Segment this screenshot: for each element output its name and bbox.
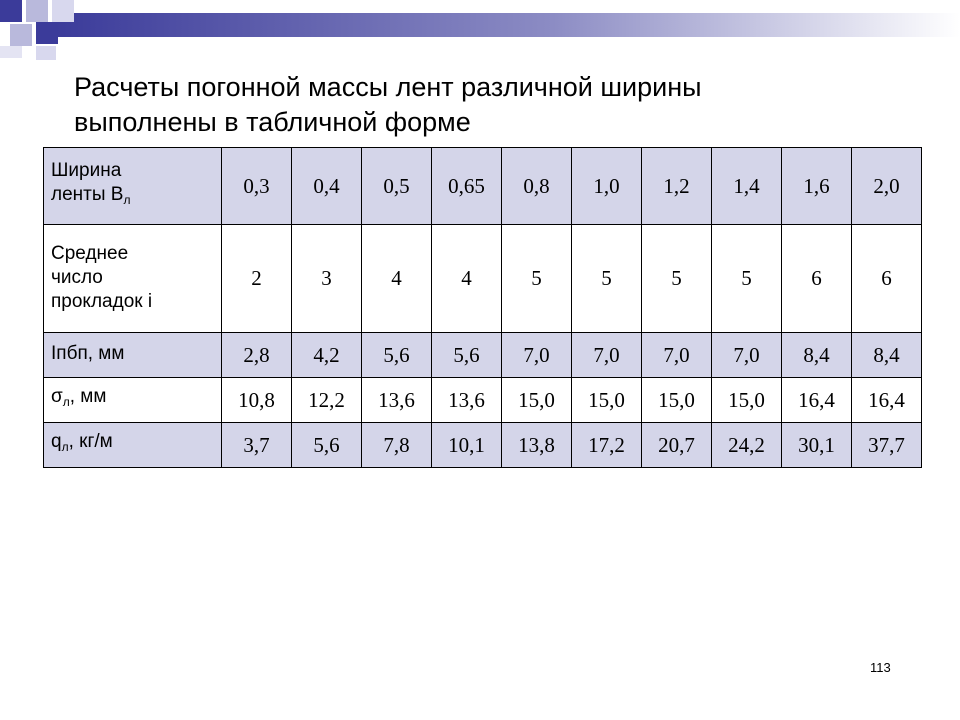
- table-cell: 0,5: [362, 148, 432, 225]
- table-row: [44, 333, 922, 378]
- table-cell: 15,0: [712, 378, 782, 423]
- table-cell: 5,6: [362, 333, 432, 378]
- decorative-header: [0, 0, 960, 70]
- decor-square: [36, 46, 56, 60]
- slide-title: [74, 70, 914, 140]
- table-cell: 16,4: [782, 378, 852, 423]
- header-gradient-bar: [56, 13, 960, 37]
- table-cell: 2,0: [852, 148, 922, 225]
- decor-square: [10, 24, 32, 46]
- table-cell: 7,0: [712, 333, 782, 378]
- table-cell: 15,0: [572, 378, 642, 423]
- table-cell: 15,0: [642, 378, 712, 423]
- row-header-thickness: Iпбп, мм: [44, 333, 222, 378]
- decor-square: [36, 22, 58, 44]
- table-cell: 8,4: [852, 333, 922, 378]
- table-cell: 4,2: [292, 333, 362, 378]
- decor-square: [26, 0, 48, 22]
- title-line: выполнены в табличной форме: [74, 107, 471, 137]
- decor-square: [52, 0, 74, 22]
- table-cell: 10,8: [222, 378, 292, 423]
- decor-square: [0, 0, 22, 22]
- table-cell: 4: [362, 225, 432, 333]
- decor-square: [0, 46, 22, 58]
- table-cell: 1,2: [642, 148, 712, 225]
- table-cell: 0,4: [292, 148, 362, 225]
- table-cell: 2: [222, 225, 292, 333]
- table-cell: 37,7: [852, 423, 922, 468]
- table-row: [44, 423, 922, 468]
- page-number: 113: [870, 660, 891, 675]
- table-cell: 8,4: [782, 333, 852, 378]
- table-cell: 12,2: [292, 378, 362, 423]
- table-cell: 5: [572, 225, 642, 333]
- table-cell: 7,0: [502, 333, 572, 378]
- belt-mass-table: [43, 147, 922, 468]
- row-header-plies: Среднее число прокладок i: [44, 225, 222, 333]
- table-cell: 3: [292, 225, 362, 333]
- table-cell: 3,7: [222, 423, 292, 468]
- title-line: Расчеты погонной массы лент различной ширины: [74, 72, 702, 102]
- table-cell: 6: [782, 225, 852, 333]
- table-cell: 13,6: [362, 378, 432, 423]
- table-cell: 30,1: [782, 423, 852, 468]
- table-row: [44, 225, 922, 333]
- table-cell: 5: [642, 225, 712, 333]
- table-cell: 2,8: [222, 333, 292, 378]
- table-cell: 7,0: [572, 333, 642, 378]
- table-cell: 0,65: [432, 148, 502, 225]
- row-header-sigma: $\sigma_л$, мм: [44, 378, 222, 423]
- table-cell: 15,0: [502, 378, 572, 423]
- table-cell: 13,8: [502, 423, 572, 468]
- table-cell: 17,2: [572, 423, 642, 468]
- table-cell: 1,4: [712, 148, 782, 225]
- table-cell: 7,8: [362, 423, 432, 468]
- row-header-mass: $q_л$, кг/м: [44, 423, 222, 468]
- table-cell: 1,0: [572, 148, 642, 225]
- table-cell: 7,0: [642, 333, 712, 378]
- table-row: [44, 378, 922, 423]
- table-cell: 13,6: [432, 378, 502, 423]
- table-cell: 1,6: [782, 148, 852, 225]
- table-cell: 5: [712, 225, 782, 333]
- table-cell: 16,4: [852, 378, 922, 423]
- row-header-width: Ширина ленты $В_л$: [44, 148, 222, 225]
- table-cell: 6: [852, 225, 922, 333]
- table-row: [44, 148, 922, 225]
- table-cell: 5,6: [432, 333, 502, 378]
- table-cell: 5: [502, 225, 572, 333]
- table-cell: 24,2: [712, 423, 782, 468]
- table-cell: 10,1: [432, 423, 502, 468]
- table-cell: 5,6: [292, 423, 362, 468]
- table-cell: 0,3: [222, 148, 292, 225]
- table-cell: 4: [432, 225, 502, 333]
- table-cell: 20,7: [642, 423, 712, 468]
- table-cell: 0,8: [502, 148, 572, 225]
